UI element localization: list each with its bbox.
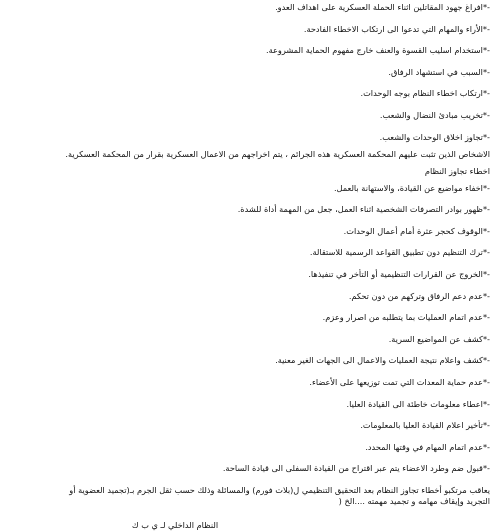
list-item: -*السبب في استشهاد الرفاق. [388, 66, 490, 77]
list-item: -*عدم حماية المعدات التي تمت توزيعها على الأعضاء. [309, 376, 490, 387]
list-item: -*كشف واعلام نتيجة العمليات والاعمال الى الجهات الغير معنية. [275, 355, 490, 366]
list-item: -*ارتكاب اخطاء النظام بوجه الوحدات. [360, 88, 490, 99]
list-item: -*ترك التنظيم دون تطبيق القواعد الرسمية للاستقالة. [309, 247, 490, 258]
list-item: -*افراغ جهود المقاتلين اثناء الحملة العسكرية على اهداف العدو. [275, 2, 490, 12]
list-item: -*اخفاء مواضيع عن القيادة، والاستهانة بالعمل. [333, 182, 490, 193]
section-heading: اخطاء تجاوز النظام [424, 165, 490, 176]
list-item: -*عدم اتمام المهام في وقتها المحدد. [365, 441, 490, 452]
list-item: -*الأراء والمهام التي تدعوا الى ارتكاب الاخطاء الفادحة. [303, 23, 490, 34]
list-item: -*تأخير اعلام القيادة العليا بالمعلومات. [360, 420, 490, 431]
list-item: -*قبول ضم وطرد الاعضاء يتم عبر اقتراح من القيادة السفلى الى قيادة الساحة. [222, 463, 490, 474]
list-item: -*الخروج عن القرارات التنظيمية أو التأخر في تنفيذها. [308, 268, 490, 279]
paragraph: التجريد وإيقاف مهامه و تجميد مهمته ....الخ ( [338, 495, 490, 506]
list-item: -*كشف عن المواضيع السرية. [388, 333, 490, 344]
paragraph: يعاقب مرتكبو أخطاء تجاوز النظام بعد التحقيق التنظيمي ل(بلات فورم) والمسائلة وذلك حسب ثقل الجرم بـ(تجميد العضوية أو [69, 484, 490, 495]
list-item: -*استخدام اسليب القسوة والعنف خارج مفهوم الحماية المشروعة. [265, 45, 490, 56]
list-item: -*ظهور بوادر التصرفات الشخصية اثناء العمل، جعل من المهمة أداة للشدة. [237, 204, 490, 215]
list-item: -*عدم دعم الرفاق وتركهم من دون تحكم. [348, 290, 490, 301]
list-item: -*الوقوف كحجر عثرة أمام أعمال الوحدات. [343, 225, 490, 236]
list-item: -*عدم اتمام العمليات بما يتطلبه من اصرار وعزم. [322, 312, 490, 323]
list-item: -*تخريب مبادئ النضال والشعب. [379, 109, 490, 120]
list-item: -*تجاوز اخلاق الوحدات والشعب. [379, 131, 490, 142]
paragraph: الاشخاص الذين تثبت عليهم المحكمة العسكرية هذه الجرائم ، يتم اخراجهم من الاعمال العسكرية بقرار من المحكمة العسكرية. [65, 148, 490, 159]
document-footer: النظام الداخلي لـ ي ب ك [131, 519, 219, 530]
list-item: -*اعطاء معلومات خاطئة الى القيادة العليا. [346, 398, 490, 409]
